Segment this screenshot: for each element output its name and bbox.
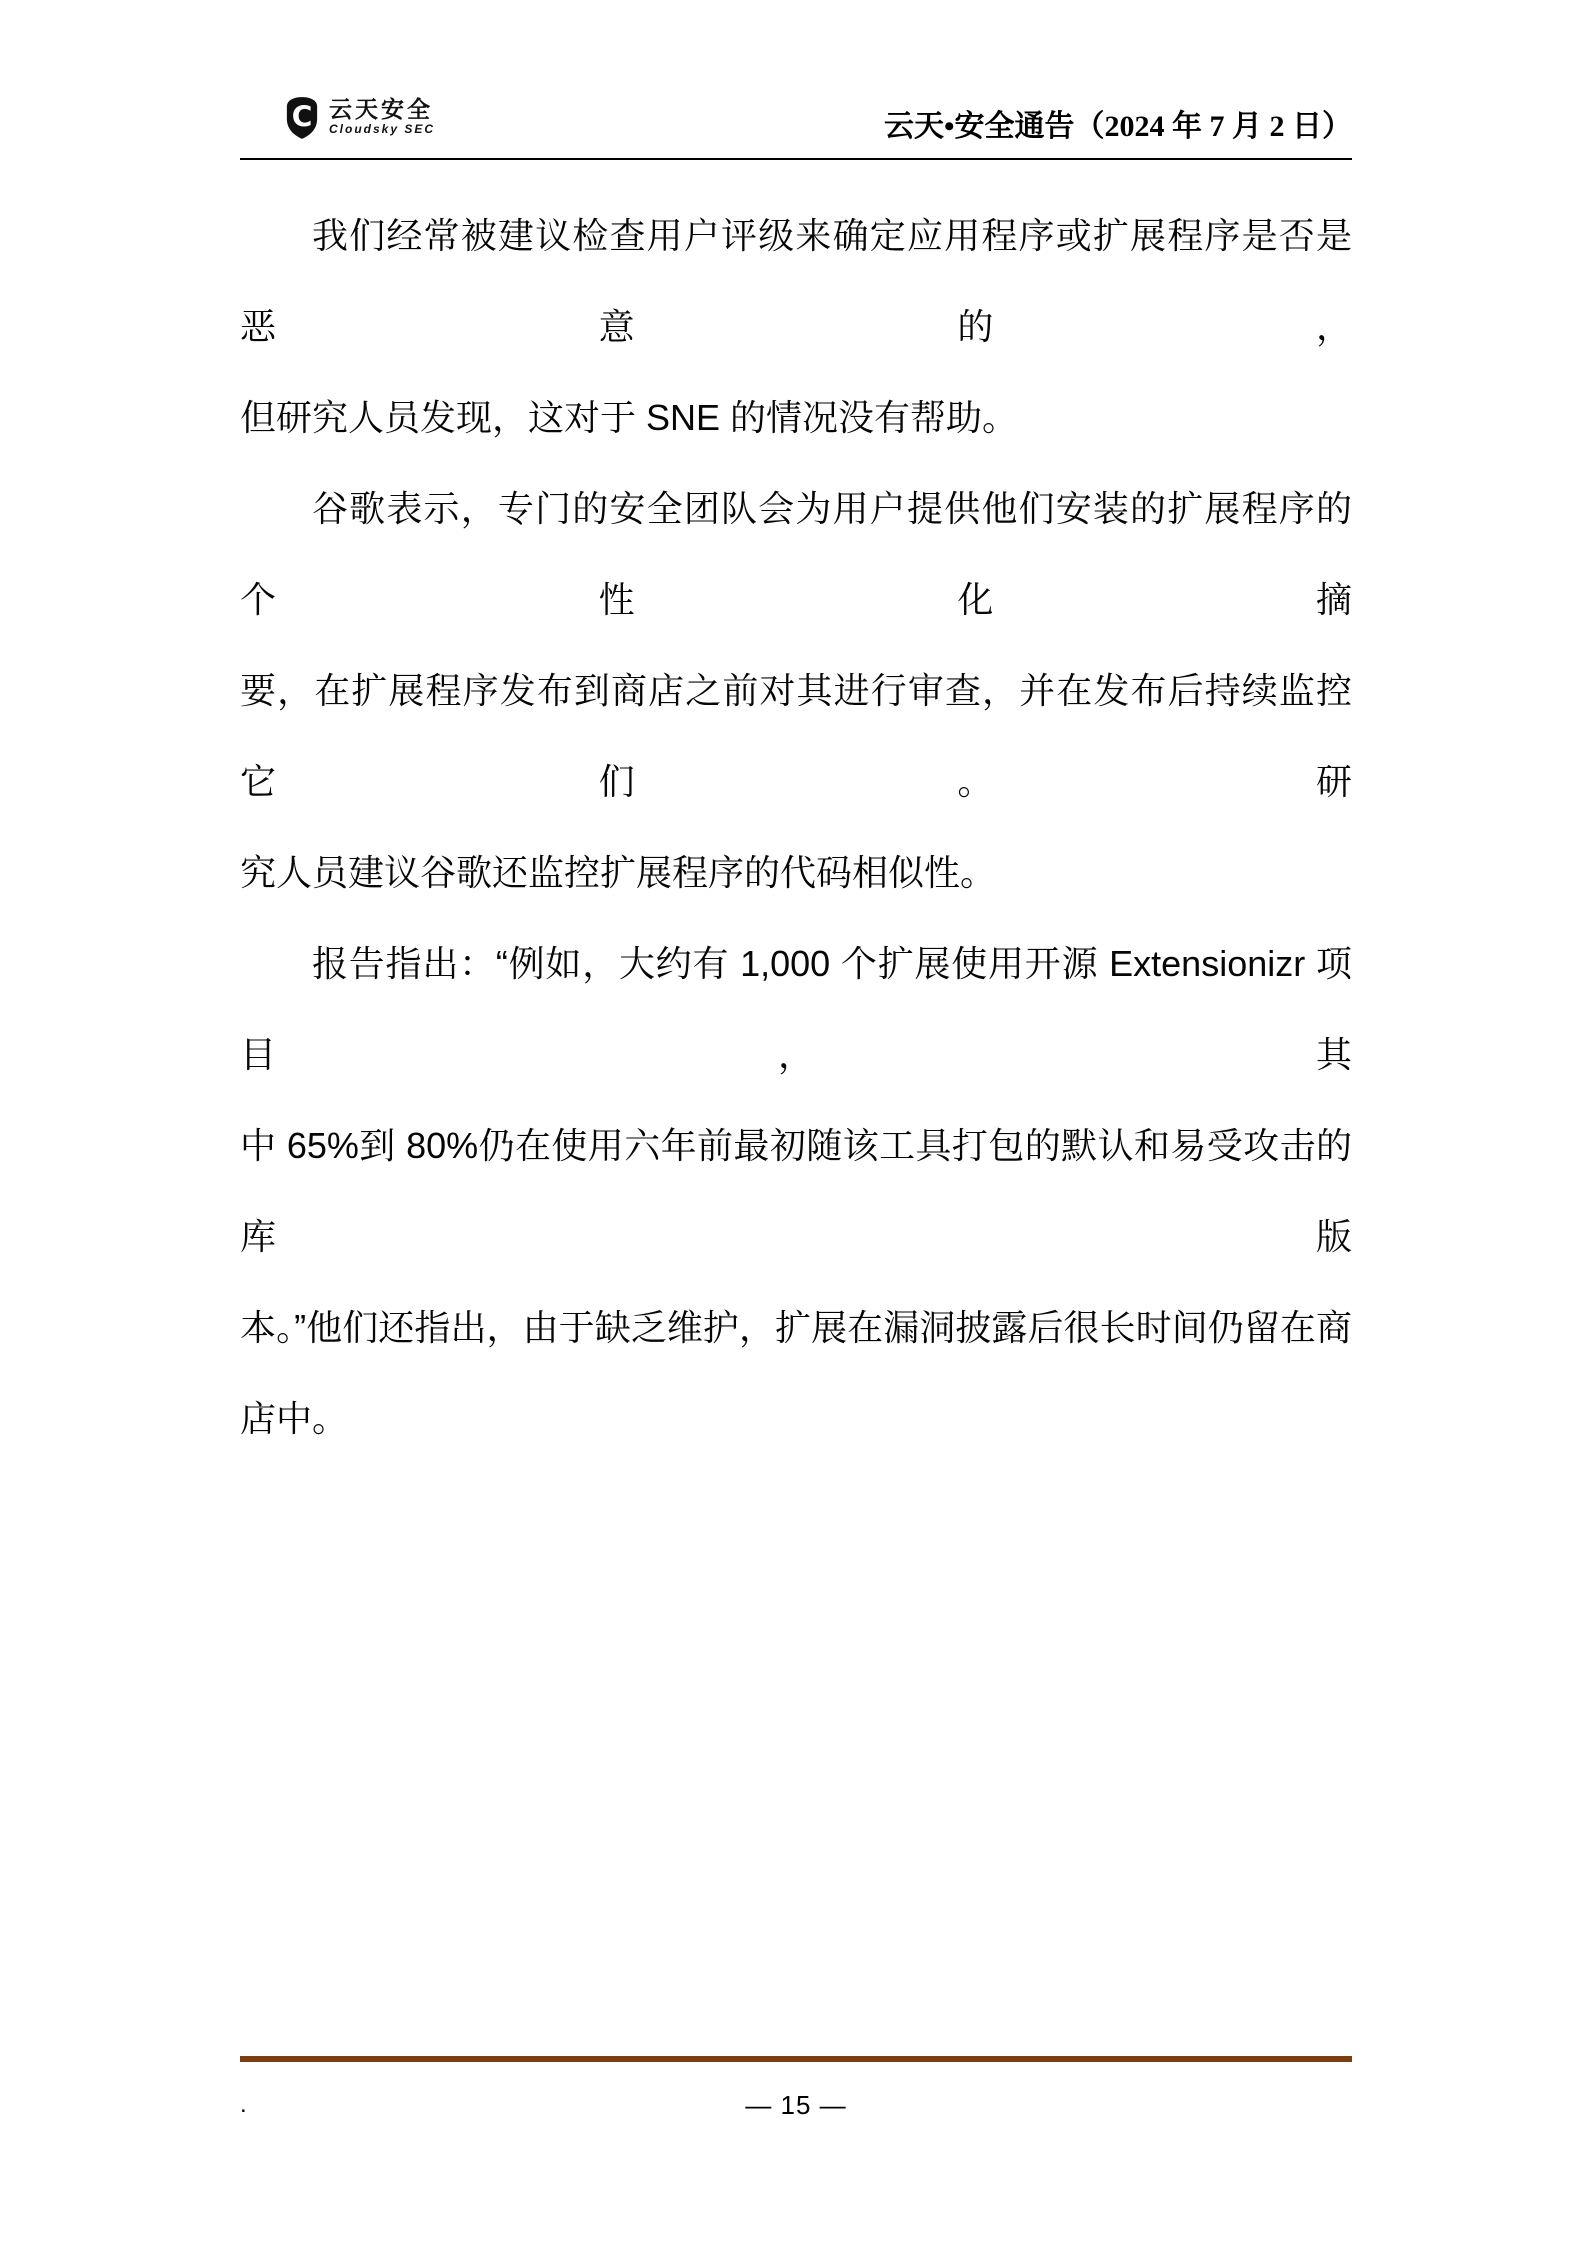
shield-c-logo-icon [284,96,320,140]
svg-text:C: C [291,100,313,134]
logo-text [329,96,435,136]
company-logo [284,96,435,140]
page-footer [240,2090,1352,2120]
logo-name-en: Cloudsky SEC [329,122,436,136]
body-line: 本。”他们还指出，由于缺乏维护，扩展在漏洞披露后很长时间仍留在商店中。 [240,1307,1352,1439]
body-line: 中 65%到 80%仍在使用六年前最初随该工具打包的默认和易受攻击的库版 [240,1125,1352,1257]
footer-rule [240,2056,1352,2062]
body-line: 谷歌表示，专门的安全团队会为用户提供他们安装的扩展程序的个性化摘 [240,488,1352,620]
body-line: 但研究人员发现，这对于 SNE 的情况没有帮助。 [240,397,1019,438]
logo-name-cn: 云天安全 [329,96,433,122]
body-line: 究人员建议谷歌还监控扩展程序的代码相似性。 [240,852,997,893]
body-line: 我们经常被建议检查用户评级来确定应用程序或扩展程序是否是恶意的， [240,215,1352,347]
footer-left-mark: . [240,2091,247,2118]
body-line: 报告指出：“例如，大约有 1,000 个扩展使用开源 Extensionizr 项目，其 [240,943,1352,1075]
body-line: 要，在扩展程序发布到商店之前对其进行审查，并在发布后持续监控它们。研 [240,670,1352,802]
page-header [240,94,1352,146]
page-number: — 15 — [745,2090,847,2120]
bulletin-title: 云天•安全通告（2024 年 7 月 2 日） [883,110,1352,143]
header-divider [240,158,1352,160]
document-body [240,190,1352,1464]
